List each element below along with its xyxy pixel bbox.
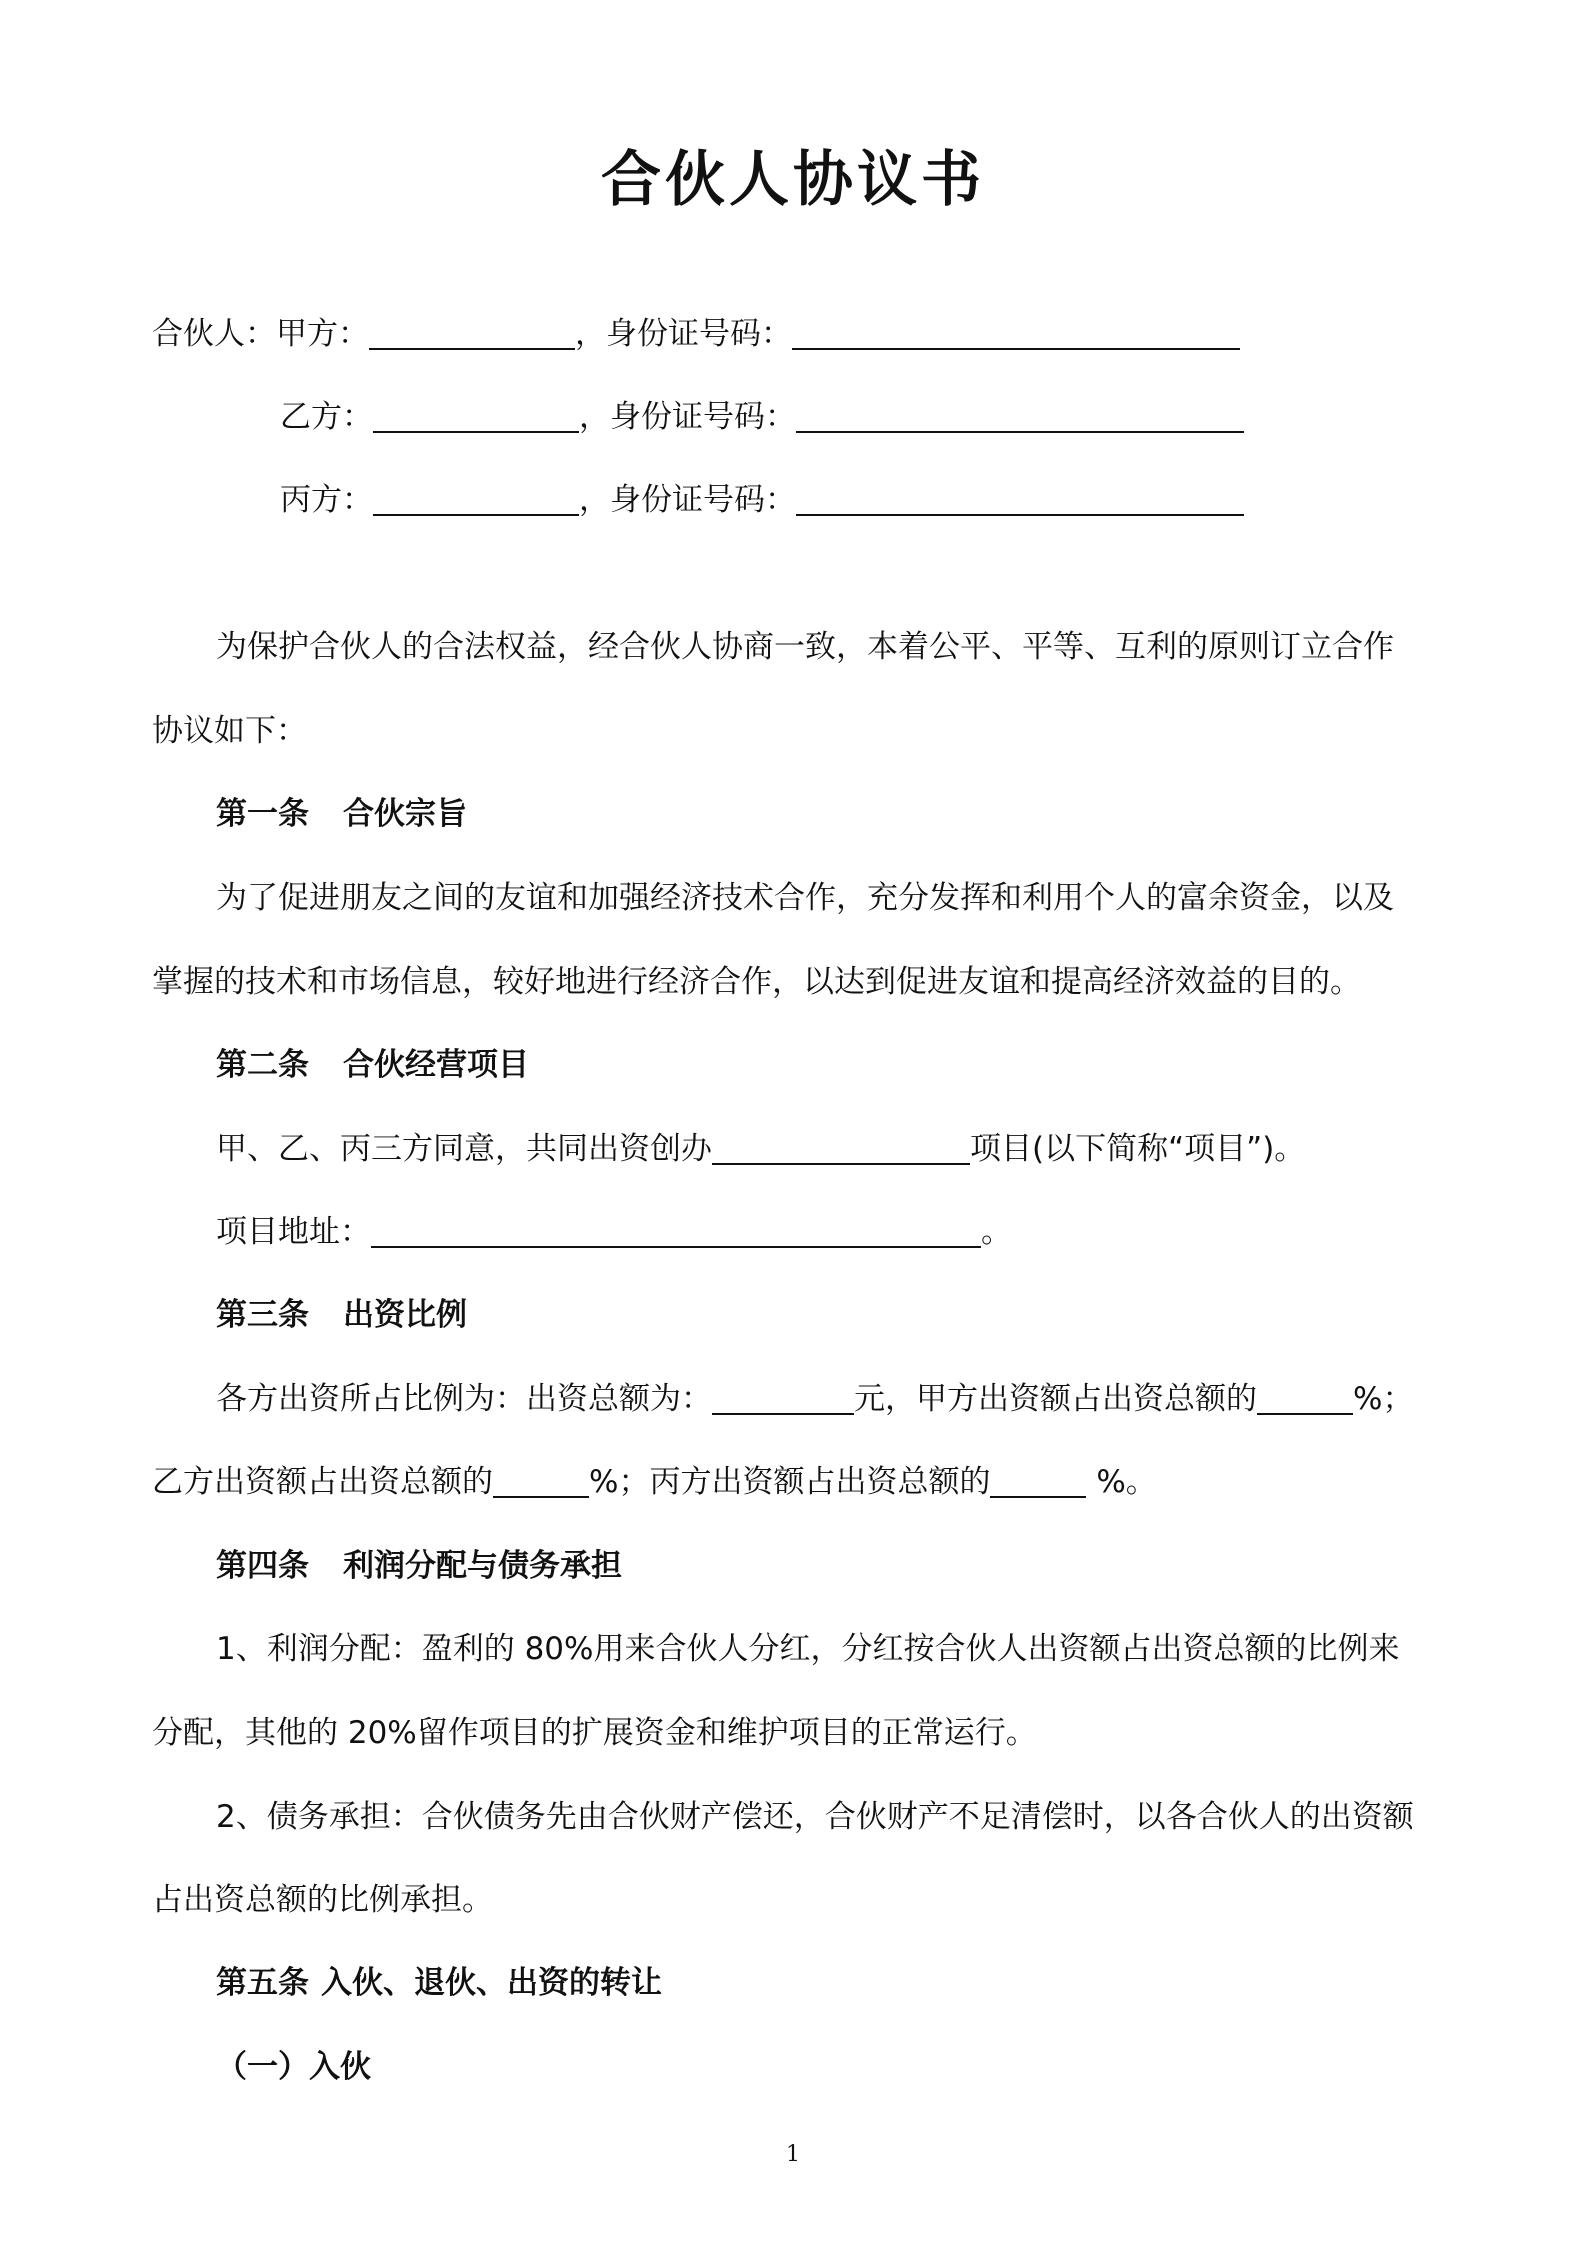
article-2-address xyxy=(216,1210,1012,1254)
party-b-id-blank[interactable] xyxy=(796,397,1244,433)
article-4-p1-line-2: 分配，其他的 20%留作项目的扩展资金和维护项目的正常运行。 xyxy=(152,1715,1037,1751)
party-b-share-blank[interactable] xyxy=(493,1462,589,1498)
party-a-share-blank[interactable] xyxy=(1257,1379,1353,1415)
party-row-a xyxy=(152,312,1240,356)
article-5-heading xyxy=(216,1961,662,2005)
article-4-heading xyxy=(216,1544,622,1588)
page-number: 1 xyxy=(786,2142,800,2167)
article-1-title: 合伙宗旨 xyxy=(343,796,467,832)
party-row-c xyxy=(280,478,1244,522)
article-1-line-1: 为了促进朋友之间的友谊和加强经济技术合作，充分发挥和利用个人的富余资金，以及 xyxy=(216,880,1394,916)
article-2-line-1-prefix: 甲、乙、丙三方同意，共同出资创办 xyxy=(216,1131,712,1167)
total-capital-blank[interactable] xyxy=(712,1379,854,1415)
article-2-heading xyxy=(216,1043,529,1087)
party-a-id-blank[interactable] xyxy=(792,314,1240,350)
project-address-label: 项目地址： xyxy=(216,1214,371,1250)
article-3-line-2-a: 乙方出资额占出资总额的 xyxy=(152,1464,493,1500)
article-2-line-1-suffix: 项目(以下简称“项目”)。 xyxy=(970,1131,1306,1167)
article-4-p2-line-2: 占出资总额的比例承担。 xyxy=(152,1882,493,1918)
article-3-number: 第三条 xyxy=(216,1297,309,1333)
party-label-a: 甲方： xyxy=(276,316,369,352)
party-c-id-blank[interactable] xyxy=(796,480,1244,516)
party-c-name-blank[interactable] xyxy=(373,480,579,516)
article-3-line-1 xyxy=(216,1377,1413,1421)
article-3-line-1-a: 各方出资所占比例为：出资总额为： xyxy=(216,1381,712,1417)
document-title: 合伙人协议书 xyxy=(601,145,985,215)
id-label-b: ，身份证号码： xyxy=(579,399,796,435)
article-3-title: 出资比例 xyxy=(343,1297,467,1333)
article-4-number: 第四条 xyxy=(216,1548,309,1584)
article-3-heading xyxy=(216,1293,467,1337)
article-2-number: 第二条 xyxy=(216,1047,309,1083)
article-3-line-2-b: %；丙方出资额占出资总额的 xyxy=(589,1464,991,1500)
party-label-b: 乙方： xyxy=(280,399,373,435)
id-label-a: ，身份证号码： xyxy=(575,316,792,352)
article-3-line-2 xyxy=(152,1460,1157,1504)
project-address-end: 。 xyxy=(981,1214,1012,1250)
intro-line-2: 协议如下： xyxy=(152,713,307,749)
article-1-number: 第一条 xyxy=(216,796,309,832)
party-c-share-blank[interactable] xyxy=(990,1462,1086,1498)
article-5-title: 入伙、退伙、出资的转让 xyxy=(321,1965,662,2001)
project-name-blank[interactable] xyxy=(712,1129,970,1165)
party-label-c: 丙方： xyxy=(280,482,373,518)
article-1-line-2: 掌握的技术和市场信息，较好地进行经济合作，以达到促进友谊和提高经济效益的目的。 xyxy=(152,964,1361,1000)
id-label-c: ，身份证号码： xyxy=(579,482,796,518)
project-address-blank[interactable] xyxy=(371,1212,981,1248)
article-4-p1-line-1: 1、利润分配：盈利的 80%用来合伙人分红，分红按合伙人出资额占出资总额的比例来 xyxy=(216,1631,1400,1667)
article-2-title: 合伙经营项目 xyxy=(343,1047,529,1083)
article-1-heading xyxy=(216,792,467,836)
parties-label: 合伙人： xyxy=(152,316,276,352)
article-2-line-1 xyxy=(216,1127,1305,1171)
party-row-b xyxy=(280,395,1244,439)
article-5-number: 第五条 xyxy=(216,1965,309,2001)
article-3-line-1-c: %； xyxy=(1353,1381,1414,1417)
intro-line-1: 为保护合伙人的合法权益，经合伙人协商一致，本着公平、平等、互利的原则订立合作 xyxy=(216,629,1394,665)
article-5-sub-1: （一）入伙 xyxy=(216,2049,371,2085)
party-a-name-blank[interactable] xyxy=(369,314,575,350)
article-3-line-1-b: 元，甲方出资额占出资总额的 xyxy=(854,1381,1257,1417)
article-4-p2-line-1: 2、债务承担：合伙债务先由合伙财产偿还，合伙财产不足清偿时，以各合伙人的出资额 xyxy=(216,1799,1414,1835)
article-4-title: 利润分配与债务承担 xyxy=(343,1548,622,1584)
article-3-line-2-c: %。 xyxy=(1086,1464,1157,1500)
party-b-name-blank[interactable] xyxy=(373,397,579,433)
